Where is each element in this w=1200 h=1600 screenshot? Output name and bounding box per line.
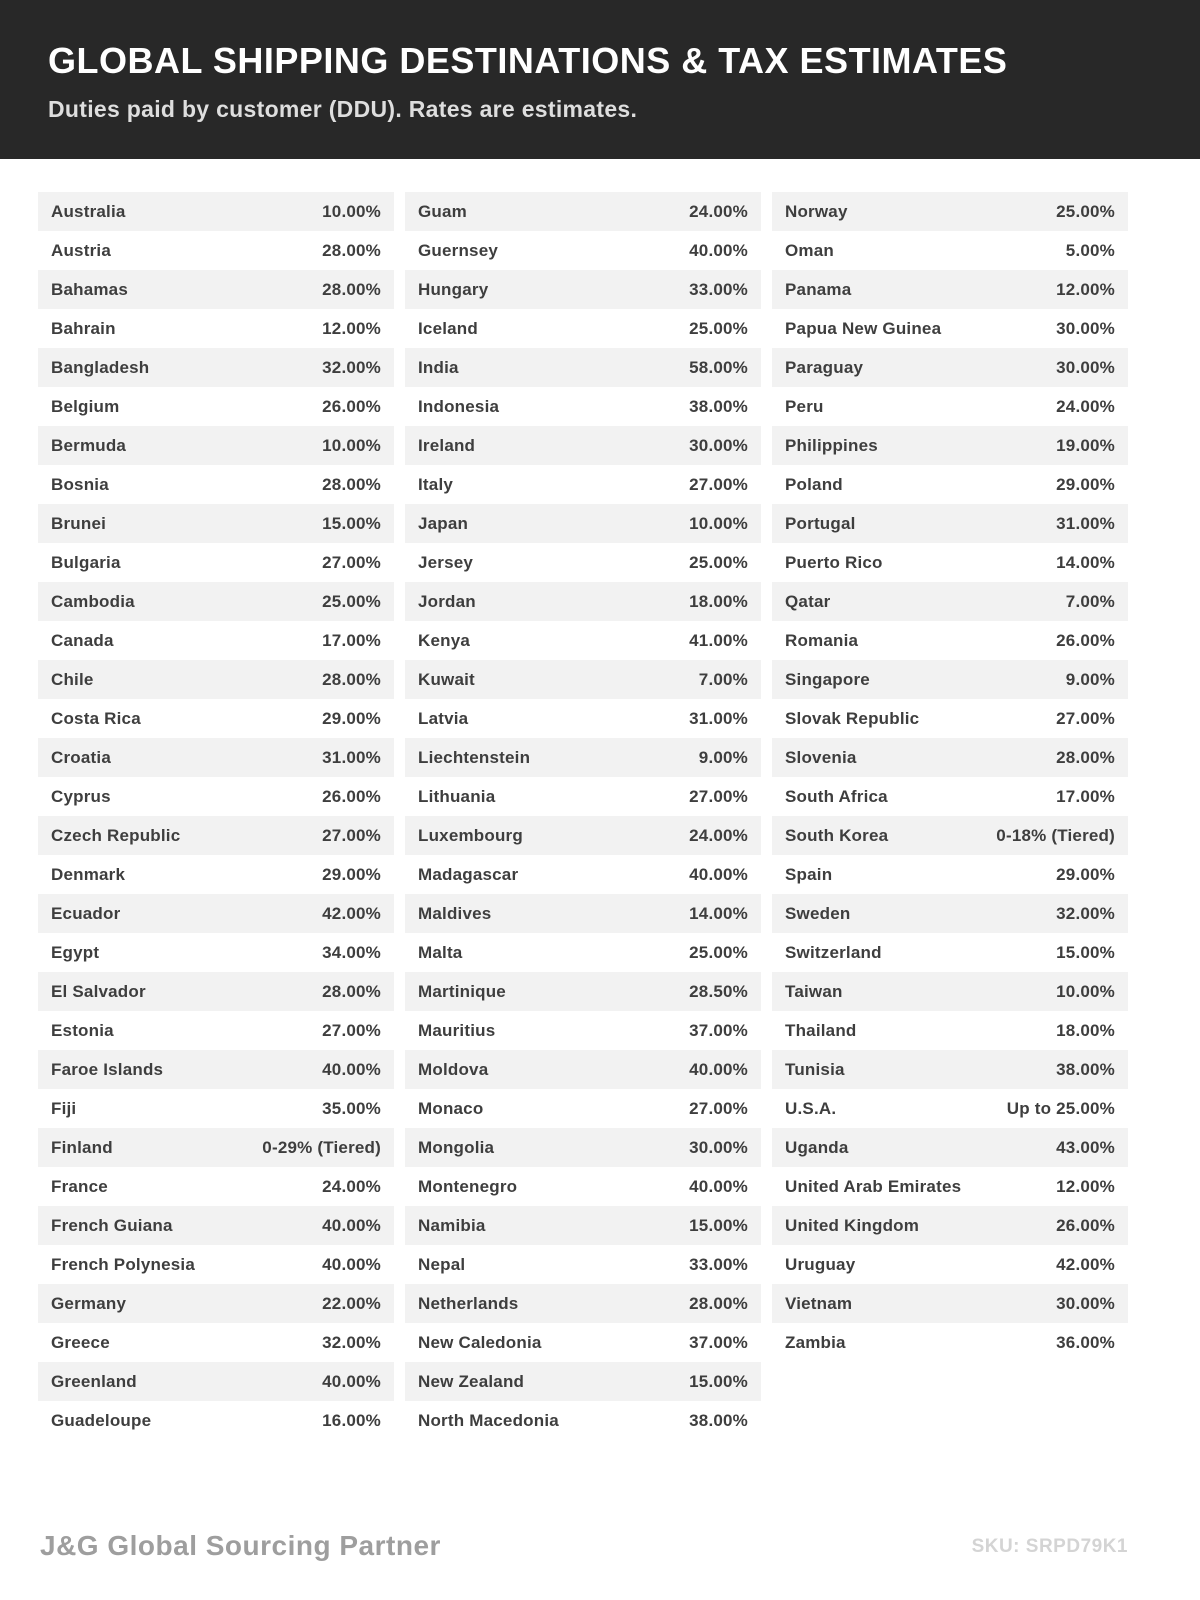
country-name: Guernsey [418, 240, 499, 260]
table-row [405, 1167, 761, 1206]
tax-rate: 28.00% [322, 669, 381, 689]
tax-rate: 38.00% [689, 1410, 748, 1430]
tax-rate: 18.00% [1056, 1020, 1115, 1040]
country-name: Greenland [51, 1371, 137, 1391]
country-name: United Kingdom [785, 1215, 920, 1235]
country-name: New Zealand [418, 1371, 525, 1391]
tax-rate: 28.00% [689, 1293, 748, 1313]
country-name: France [51, 1176, 108, 1196]
table-row [405, 699, 761, 738]
country-name: Kenya [418, 630, 471, 650]
rate-column [405, 192, 761, 1440]
tax-rate: 30.00% [1056, 357, 1115, 377]
country-name: Czech Republic [51, 825, 181, 845]
tax-rate: 30.00% [1056, 318, 1115, 338]
table-row [405, 1362, 761, 1401]
tax-rate: 26.00% [1056, 1215, 1115, 1235]
page-footer [0, 1490, 1200, 1600]
tax-rate: 27.00% [322, 552, 381, 572]
table-row [38, 543, 394, 582]
country-name: Taiwan [785, 981, 843, 1001]
table-row [38, 1206, 394, 1245]
country-name: Romania [785, 630, 859, 650]
table-row [38, 387, 394, 426]
table-row [38, 1362, 394, 1401]
country-name: Estonia [51, 1020, 114, 1040]
tax-rate: 26.00% [322, 786, 381, 806]
table-row [38, 933, 394, 972]
table-row [38, 192, 394, 231]
country-name: Cambodia [51, 591, 135, 611]
tax-rate: 30.00% [689, 1137, 748, 1157]
table-row [405, 543, 761, 582]
country-name: South Africa [785, 786, 888, 806]
country-name: Philippines [785, 435, 878, 455]
table-row [38, 1323, 394, 1362]
tax-rate: 26.00% [1056, 630, 1115, 650]
country-name: Martinique [418, 981, 506, 1001]
tax-rate: 28.50% [689, 981, 748, 1001]
country-name: South Korea [785, 825, 889, 845]
country-name: Nepal [418, 1254, 466, 1274]
table-row [405, 1128, 761, 1167]
tax-rate: 0-29% (Tiered) [262, 1137, 381, 1157]
table-row [772, 1245, 1128, 1284]
country-name: Faroe Islands [51, 1059, 164, 1079]
table-row [772, 1284, 1128, 1323]
country-name: Jordan [418, 591, 476, 611]
table-row [405, 231, 761, 270]
tax-rate: 35.00% [322, 1098, 381, 1118]
table-row [38, 738, 394, 777]
table-row [772, 1323, 1128, 1362]
tax-rate: 0-18% (Tiered) [996, 825, 1115, 845]
country-name: Brunei [51, 513, 107, 533]
tax-rate: 27.00% [689, 474, 748, 494]
country-name: Singapore [785, 669, 870, 689]
country-name: Switzerland [785, 942, 882, 962]
country-name: Ireland [418, 435, 476, 455]
tax-rate: 37.00% [689, 1020, 748, 1040]
country-name: Maldives [418, 903, 492, 923]
tax-rate: 30.00% [689, 435, 748, 455]
country-name: Guadeloupe [51, 1410, 152, 1430]
table-row [405, 387, 761, 426]
table-row [772, 1089, 1128, 1128]
country-name: North Macedonia [418, 1410, 559, 1430]
tax-rate: 37.00% [689, 1332, 748, 1352]
tax-rate: 22.00% [322, 1293, 381, 1313]
tax-rate: 24.00% [689, 201, 748, 221]
table-row [38, 309, 394, 348]
country-name: Australia [51, 201, 126, 221]
tax-rate: 28.00% [322, 240, 381, 260]
tax-rate: 29.00% [322, 708, 381, 728]
table-row [405, 1245, 761, 1284]
table-row [772, 1011, 1128, 1050]
country-name: Moldova [418, 1059, 489, 1079]
table-row [772, 933, 1128, 972]
table-row [405, 1401, 761, 1440]
table-row [772, 465, 1128, 504]
tax-rate: 27.00% [322, 1020, 381, 1040]
table-row [405, 1011, 761, 1050]
tax-rate: 27.00% [689, 1098, 748, 1118]
table-row [38, 1089, 394, 1128]
tax-rate: 17.00% [322, 630, 381, 650]
tax-rate: 40.00% [689, 240, 748, 260]
country-name: Slovenia [785, 747, 857, 767]
table-row [405, 1284, 761, 1323]
table-row [405, 348, 761, 387]
country-name: Netherlands [418, 1293, 519, 1313]
table-row [772, 543, 1128, 582]
tax-rate: 10.00% [689, 513, 748, 533]
table-row [772, 309, 1128, 348]
table-row [772, 777, 1128, 816]
country-name: Bermuda [51, 435, 127, 455]
table-row [405, 1323, 761, 1362]
tax-rate: 40.00% [689, 1059, 748, 1079]
table-row [38, 816, 394, 855]
table-row [405, 1206, 761, 1245]
tax-rate: 40.00% [689, 1176, 748, 1196]
country-name: Peru [785, 396, 824, 416]
table-row [772, 816, 1128, 855]
tax-rate: 24.00% [1056, 396, 1115, 416]
table-row [772, 894, 1128, 933]
rate-column [772, 192, 1128, 1362]
country-name: Guam [418, 201, 467, 221]
table-row [405, 465, 761, 504]
table-row [772, 699, 1128, 738]
tax-rate: 19.00% [1056, 435, 1115, 455]
country-name: Tunisia [785, 1059, 845, 1079]
table-row [405, 894, 761, 933]
sku-label: SKU: SRPD79K1 [971, 1536, 1128, 1557]
table-row [38, 855, 394, 894]
table-row [405, 1050, 761, 1089]
table-row [772, 192, 1128, 231]
country-name: Liechtenstein [418, 747, 531, 767]
table-row [38, 270, 394, 309]
country-name: Papua New Guinea [785, 318, 942, 338]
tax-rate: 14.00% [1056, 552, 1115, 572]
country-name: Indonesia [418, 396, 500, 416]
table-row [772, 231, 1128, 270]
country-name: Madagascar [418, 864, 519, 884]
table-row [405, 504, 761, 543]
table-row [772, 1206, 1128, 1245]
table-row [38, 660, 394, 699]
table-row [772, 621, 1128, 660]
table-row [772, 855, 1128, 894]
table-row [38, 1128, 394, 1167]
country-name: Uruguay [785, 1254, 856, 1274]
tax-rate: 40.00% [322, 1215, 381, 1235]
tax-rate: 32.00% [322, 357, 381, 377]
country-name: Kuwait [418, 669, 475, 689]
country-name: Bosnia [51, 474, 109, 494]
country-name: French Guiana [51, 1215, 173, 1235]
country-name: Canada [51, 630, 114, 650]
tax-rate: 15.00% [689, 1215, 748, 1235]
tax-rate: 24.00% [322, 1176, 381, 1196]
table-row [772, 504, 1128, 543]
table-row [405, 426, 761, 465]
country-name: Ecuador [51, 903, 121, 923]
country-name: New Caledonia [418, 1332, 542, 1352]
tax-rate: 32.00% [1056, 903, 1115, 923]
tax-rate: 40.00% [689, 864, 748, 884]
table-row [405, 777, 761, 816]
country-name: Bahamas [51, 279, 128, 299]
tax-rate: 18.00% [689, 591, 748, 611]
tax-rate: 5.00% [1065, 240, 1115, 260]
country-name: Fiji [51, 1098, 77, 1118]
tax-rate: 15.00% [1056, 942, 1115, 962]
table-row [772, 426, 1128, 465]
country-name: Zambia [785, 1332, 846, 1352]
country-name: Qatar [785, 591, 831, 611]
table-row [405, 192, 761, 231]
country-name: Sweden [785, 903, 851, 923]
table-row [38, 1167, 394, 1206]
tax-rate: 7.00% [698, 669, 748, 689]
country-name: Egypt [51, 942, 100, 962]
tax-rate: Up to 25.00% [1006, 1098, 1115, 1118]
tax-rate: 27.00% [322, 825, 381, 845]
country-name: Jersey [418, 552, 474, 572]
table-row [405, 621, 761, 660]
tax-rate: 27.00% [1056, 708, 1115, 728]
table-row [38, 894, 394, 933]
country-name: Bahrain [51, 318, 116, 338]
tax-rate: 15.00% [689, 1371, 748, 1391]
table-row [38, 1284, 394, 1323]
tax-rate: 29.00% [322, 864, 381, 884]
table-row [38, 504, 394, 543]
table-row [772, 270, 1128, 309]
table-row [38, 231, 394, 270]
country-name: Puerto Rico [785, 552, 883, 572]
tax-rate: 29.00% [1056, 474, 1115, 494]
country-name: Poland [785, 474, 843, 494]
country-name: Belgium [51, 396, 120, 416]
country-name: Latvia [418, 708, 469, 728]
tax-rate-table [0, 159, 1200, 1440]
country-name: Denmark [51, 864, 126, 884]
table-row [38, 426, 394, 465]
tax-rate: 28.00% [322, 279, 381, 299]
tax-rate: 12.00% [322, 318, 381, 338]
table-row [772, 348, 1128, 387]
tax-rate: 31.00% [322, 747, 381, 767]
country-name: Croatia [51, 747, 111, 767]
tax-rate: 42.00% [1056, 1254, 1115, 1274]
country-name: Malta [418, 942, 463, 962]
table-row [38, 1050, 394, 1089]
country-name: United Arab Emirates [785, 1176, 962, 1196]
table-row [772, 972, 1128, 1011]
tax-rate: 28.00% [322, 474, 381, 494]
tax-rate: 33.00% [689, 1254, 748, 1274]
tax-rate: 16.00% [322, 1410, 381, 1430]
tax-rate: 7.00% [1065, 591, 1115, 611]
tax-rate: 25.00% [689, 552, 748, 572]
country-name: Japan [418, 513, 469, 533]
country-name: Italy [418, 474, 454, 494]
table-row [38, 348, 394, 387]
tax-rate: 25.00% [322, 591, 381, 611]
tax-rate: 38.00% [1056, 1059, 1115, 1079]
tax-rate: 25.00% [1056, 201, 1115, 221]
country-name: El Salvador [51, 981, 146, 1001]
table-row [38, 777, 394, 816]
country-name: Greece [51, 1332, 110, 1352]
table-row [772, 1128, 1128, 1167]
table-row [405, 738, 761, 777]
country-name: Hungary [418, 279, 489, 299]
country-name: India [418, 357, 459, 377]
table-row [405, 933, 761, 972]
table-row [405, 816, 761, 855]
tax-rate: 41.00% [689, 630, 748, 650]
tax-rate: 25.00% [689, 942, 748, 962]
tax-rate: 42.00% [322, 903, 381, 923]
tax-rate: 12.00% [1056, 279, 1115, 299]
table-row [772, 660, 1128, 699]
table-row [38, 465, 394, 504]
country-name: Oman [785, 240, 834, 260]
tax-rate: 32.00% [322, 1332, 381, 1352]
country-name: Bangladesh [51, 357, 150, 377]
table-row [405, 660, 761, 699]
tax-rate: 28.00% [1056, 747, 1115, 767]
table-row [38, 621, 394, 660]
table-row [38, 1011, 394, 1050]
table-row [405, 270, 761, 309]
table-row [405, 855, 761, 894]
tax-rate: 38.00% [689, 396, 748, 416]
table-row [405, 972, 761, 1011]
tax-rate: 40.00% [322, 1371, 381, 1391]
tax-rate: 27.00% [689, 786, 748, 806]
country-name: Finland [51, 1137, 113, 1157]
table-row [405, 1089, 761, 1128]
tax-rate: 33.00% [689, 279, 748, 299]
country-name: Mongolia [418, 1137, 495, 1157]
table-row [38, 699, 394, 738]
country-name: Chile [51, 669, 94, 689]
table-row [772, 582, 1128, 621]
tax-rate: 9.00% [698, 747, 748, 767]
country-name: Cyprus [51, 786, 111, 806]
tax-rate: 30.00% [1056, 1293, 1115, 1313]
tax-rate: 29.00% [1056, 864, 1115, 884]
table-row [772, 738, 1128, 777]
tax-rate: 31.00% [689, 708, 748, 728]
tax-rate: 14.00% [689, 903, 748, 923]
country-name: Costa Rica [51, 708, 141, 728]
country-name: Vietnam [785, 1293, 853, 1313]
country-name: Panama [785, 279, 852, 299]
country-name: Iceland [418, 318, 478, 338]
page-title: GLOBAL SHIPPING DESTINATIONS & TAX ESTIMATES [48, 40, 1008, 81]
page-subtitle: Duties paid by customer (DDU). Rates are estimates. [48, 96, 638, 122]
table-row [405, 582, 761, 621]
table-row [38, 1245, 394, 1284]
country-name: Namibia [418, 1215, 486, 1235]
country-name: U.S.A. [785, 1098, 837, 1118]
table-row [772, 387, 1128, 426]
country-name: Bulgaria [51, 552, 121, 572]
country-name: French Polynesia [51, 1254, 195, 1274]
table-row [38, 582, 394, 621]
tax-rate: 10.00% [322, 435, 381, 455]
tax-rate: 15.00% [322, 513, 381, 533]
tax-rate: 9.00% [1065, 669, 1115, 689]
country-name: Slovak Republic [785, 708, 920, 728]
tax-rate: 10.00% [322, 201, 381, 221]
country-name: Montenegro [418, 1176, 518, 1196]
table-row [405, 309, 761, 348]
brand-name: J&G Global Sourcing Partner [40, 1530, 441, 1561]
country-name: Uganda [785, 1137, 849, 1157]
country-name: Lithuania [418, 786, 496, 806]
country-name: Norway [785, 201, 848, 221]
table-row [38, 1401, 394, 1440]
table-row [38, 972, 394, 1011]
tax-rate: 17.00% [1056, 786, 1115, 806]
tax-rate: 10.00% [1056, 981, 1115, 1001]
country-name: Austria [51, 240, 111, 260]
country-name: Mauritius [418, 1020, 496, 1040]
tax-rate: 43.00% [1056, 1137, 1115, 1157]
country-name: Thailand [785, 1020, 857, 1040]
country-name: Germany [51, 1293, 127, 1313]
tax-rate: 40.00% [322, 1059, 381, 1079]
country-name: Luxembourg [418, 825, 523, 845]
tax-rate: 36.00% [1056, 1332, 1115, 1352]
tax-rate: 28.00% [322, 981, 381, 1001]
rate-column [38, 192, 394, 1440]
tax-rate: 58.00% [689, 357, 748, 377]
table-row [772, 1167, 1128, 1206]
country-name: Paraguay [785, 357, 864, 377]
tax-rate: 24.00% [689, 825, 748, 845]
tax-rate: 34.00% [322, 942, 381, 962]
tax-rate: 40.00% [322, 1254, 381, 1274]
tax-rate: 25.00% [689, 318, 748, 338]
table-row [772, 1050, 1128, 1089]
country-name: Monaco [418, 1098, 484, 1118]
page-header [0, 0, 1200, 159]
tax-rate: 26.00% [322, 396, 381, 416]
country-name: Portugal [785, 513, 856, 533]
tax-rate: 31.00% [1056, 513, 1115, 533]
country-name: Spain [785, 864, 833, 884]
tax-rate: 12.00% [1056, 1176, 1115, 1196]
